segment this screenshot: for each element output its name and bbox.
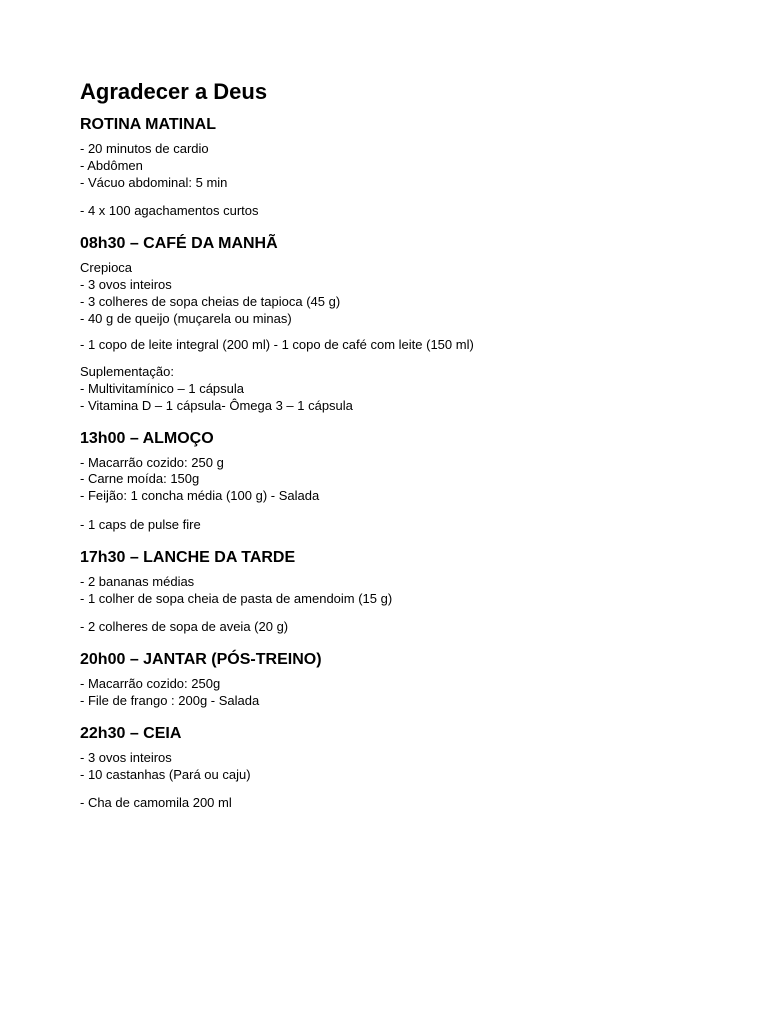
section-rotina-matinal — [80, 115, 700, 220]
section-heading: 08h30 – CAFÉ DA MANHÃ — [80, 235, 278, 253]
list-item: - 1 copo de leite integral (200 ml) - 1 copo de café com leite (150 ml) — [80, 337, 474, 353]
list-item: - Multivitamínico – 1 cápsula — [80, 380, 245, 396]
list-item: - 2 colheres de sopa de aveia (20 g) — [80, 619, 289, 635]
section-jantar — [80, 650, 700, 710]
section-heading: 20h00 – JANTAR (PÓS-TREINO) — [80, 651, 322, 669]
section-cafe-da-manha — [80, 234, 700, 414]
list-item: - File de frango : 200g - Salada — [80, 692, 260, 708]
list-item: - Macarrão cozido: 250g — [80, 676, 221, 692]
list-item: - 1 colher de sopa cheia de pasta de amendoim (15 g) — [80, 590, 393, 606]
list-item: Crepioca — [80, 260, 133, 276]
section-heading: 13h00 – ALMOÇO — [80, 429, 214, 447]
list-item: - 3 colheres de sopa cheias de tapioca (45 g) — [80, 293, 341, 309]
list-item: - 2 bananas médias — [80, 573, 195, 589]
list-item: - Vácuo abdominal: 5 min — [80, 174, 228, 190]
list-item: - Macarrão cozido: 250 g — [80, 454, 224, 470]
section-heading: 22h30 – CEIA — [80, 724, 182, 742]
list-item: - Carne moída: 150g — [80, 471, 200, 487]
section-almoco — [80, 429, 700, 534]
list-item: - Vitamina D – 1 cápsula- Ômega 3 – 1 cápsula — [80, 397, 353, 413]
list-item: - 3 ovos inteiros — [80, 276, 172, 292]
section-lanche-da-tarde — [80, 548, 700, 636]
list-item: - 4 x 100 agachamentos curtos — [80, 203, 259, 219]
list-item: - Cha de camomila 200 ml — [80, 795, 232, 811]
section-heading: ROTINA MATINAL — [80, 116, 216, 133]
section-ceia — [80, 724, 700, 812]
list-item: - 1 caps de pulse fire — [80, 516, 201, 532]
list-item: - 20 minutos de cardio — [80, 141, 209, 156]
section-heading: 17h30 – LANCHE DA TARDE — [80, 548, 296, 566]
document-title: Agradecer a Deus — [80, 79, 268, 104]
list-item: - 10 castanhas (Pará ou caju) — [80, 766, 251, 782]
list-item: - Feijão: 1 concha média (100 g) - Salada — [80, 488, 320, 504]
list-item: Suplementação: — [80, 364, 174, 380]
list-item: - 3 ovos inteiros — [80, 749, 172, 765]
list-item: - 40 g de queijo (muçarela ou minas) — [80, 310, 292, 326]
document-page — [80, 78, 700, 812]
list-item: - Abdômen — [80, 157, 143, 173]
